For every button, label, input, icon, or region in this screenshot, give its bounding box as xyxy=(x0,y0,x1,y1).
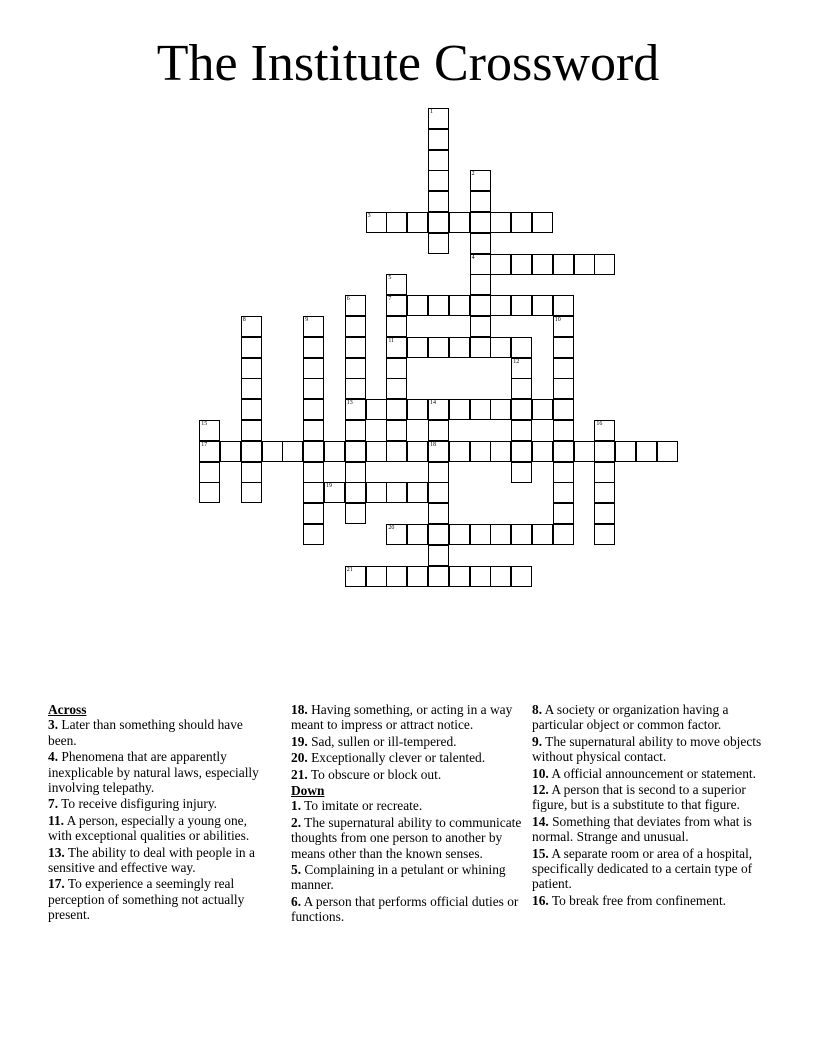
grid-cell[interactable] xyxy=(220,441,241,462)
grid-cell[interactable] xyxy=(490,295,511,316)
clue-number: 5. xyxy=(291,862,302,878)
grid-cell[interactable] xyxy=(470,212,491,233)
grid-cell[interactable] xyxy=(470,316,491,337)
clue-text: Exceptionally clever or talented. xyxy=(307,750,486,766)
grid-cell[interactable] xyxy=(345,378,366,399)
clue-number-label: 17 xyxy=(201,441,208,448)
clue-number-label: 11 xyxy=(388,337,395,344)
clue-number-label: 16 xyxy=(596,421,603,427)
grid-cell[interactable] xyxy=(199,462,220,483)
grid-cell[interactable] xyxy=(553,358,574,379)
clue-number: 6. xyxy=(291,893,302,909)
clue-text: A person that is second to a superior figure, but is a substitute to that figure. xyxy=(532,782,746,813)
clue-number: 13. xyxy=(48,844,65,860)
grid-cell[interactable] xyxy=(282,441,303,462)
grid-cell[interactable] xyxy=(532,399,553,420)
grid-cell[interactable] xyxy=(303,524,324,545)
clues-column-2 xyxy=(291,702,527,926)
grid-cell[interactable] xyxy=(470,399,491,420)
grid-cell[interactable] xyxy=(490,441,511,462)
grid-cell[interactable] xyxy=(594,441,615,462)
grid-cell[interactable] xyxy=(490,337,511,358)
clues-column-3 xyxy=(532,702,764,909)
grid-cell[interactable] xyxy=(241,378,262,399)
grid-cell[interactable] xyxy=(449,337,470,358)
grid-cell[interactable] xyxy=(303,399,324,420)
grid-cell[interactable] xyxy=(241,441,262,462)
clue-text: To experience a seemingly real perception of something not actually present. xyxy=(48,876,245,923)
grid-cell[interactable] xyxy=(386,337,407,358)
clue-item xyxy=(532,893,764,908)
down-clue-list-part-2 xyxy=(532,702,764,908)
clue-item xyxy=(48,717,272,748)
grid-cell[interactable] xyxy=(428,524,449,545)
grid-cell[interactable] xyxy=(449,441,470,462)
clue-item xyxy=(291,894,527,925)
grid-cell[interactable] xyxy=(241,482,262,503)
clue-text: The supernatural ability to communicate thoughts from one person to another by means other than the known senses. xyxy=(291,814,522,861)
grid-cell[interactable] xyxy=(470,295,491,316)
grid-cell[interactable] xyxy=(657,441,678,462)
grid-cell[interactable] xyxy=(345,399,366,420)
grid-cell[interactable] xyxy=(532,524,553,545)
clue-number: 4. xyxy=(48,749,59,765)
clue-text: Sad, sullen or ill-tempered. xyxy=(307,733,457,749)
grid-cell[interactable] xyxy=(428,482,449,503)
grid-cell[interactable] xyxy=(511,378,532,399)
clue-number: 15. xyxy=(532,845,549,861)
grid-cell[interactable] xyxy=(428,503,449,524)
grid-cell[interactable] xyxy=(386,378,407,399)
grid-cell[interactable] xyxy=(511,212,532,233)
grid-cell[interactable] xyxy=(366,566,387,587)
grid-cell[interactable] xyxy=(553,399,574,420)
grid-cell[interactable] xyxy=(386,399,407,420)
grid-cell[interactable] xyxy=(490,254,511,275)
clue-item xyxy=(532,702,764,733)
grid-cell[interactable] xyxy=(386,441,407,462)
grid-cell[interactable] xyxy=(594,420,615,441)
clue-number: 10. xyxy=(532,765,549,781)
grid-cell[interactable] xyxy=(428,212,449,233)
down-heading: Down xyxy=(291,783,325,799)
grid-cell[interactable] xyxy=(303,482,324,503)
grid-cell[interactable] xyxy=(428,170,449,191)
clue-item xyxy=(532,734,764,765)
clue-item xyxy=(48,813,272,844)
grid-cell[interactable] xyxy=(386,212,407,233)
grid-cell[interactable] xyxy=(470,274,491,295)
clue-number: 8. xyxy=(532,702,543,717)
grid-cell[interactable] xyxy=(511,566,532,587)
clue-item xyxy=(48,749,272,795)
clue-text: Phenomena that are apparently inexplicable by natural laws, especially involving telepathy. xyxy=(48,749,259,796)
grid-cell[interactable] xyxy=(470,337,491,358)
grid-cell[interactable] xyxy=(241,420,262,441)
grid-cell[interactable] xyxy=(303,337,324,358)
grid-cell[interactable] xyxy=(449,295,470,316)
clue-text: Something that deviates from what is normal. Strange and unusual. xyxy=(532,813,752,845)
grid-cell[interactable] xyxy=(574,254,595,275)
clue-number-label: 4 xyxy=(471,254,475,261)
grid-cell[interactable] xyxy=(303,316,324,337)
grid-cell[interactable] xyxy=(407,524,428,545)
grid-cell[interactable] xyxy=(553,337,574,358)
grid-cell[interactable] xyxy=(511,399,532,420)
grid-cell[interactable] xyxy=(470,566,491,587)
grid-cell[interactable] xyxy=(428,129,449,150)
grid-cell[interactable] xyxy=(532,295,553,316)
clue-item xyxy=(291,734,527,749)
clue-item xyxy=(48,796,272,811)
grid-cell[interactable] xyxy=(594,254,615,275)
clue-item xyxy=(532,766,764,781)
clue-number: 12. xyxy=(532,782,549,798)
grid-cell[interactable] xyxy=(324,441,345,462)
clue-item xyxy=(532,782,764,813)
clue-number-label: 13 xyxy=(346,400,353,407)
grid-cell[interactable] xyxy=(553,254,574,275)
grid-cell[interactable] xyxy=(386,316,407,337)
grid-cell[interactable] xyxy=(449,212,470,233)
grid-cell[interactable] xyxy=(345,462,366,483)
grid-cell[interactable] xyxy=(303,441,324,462)
across-clue-list-part-1 xyxy=(48,717,272,922)
grid-cell[interactable] xyxy=(428,191,449,212)
grid-cell[interactable] xyxy=(470,170,491,191)
grid-cell[interactable] xyxy=(511,462,532,483)
clue-number-label: 15 xyxy=(201,421,208,427)
grid-cell[interactable] xyxy=(386,566,407,587)
clue-item xyxy=(532,814,764,845)
grid-cell[interactable] xyxy=(511,358,532,379)
grid-cell[interactable] xyxy=(345,420,366,441)
clue-text: A society or organization having a particular object or common factor. xyxy=(532,702,729,733)
grid-cell[interactable] xyxy=(407,441,428,462)
clue-item xyxy=(48,876,272,922)
grid-cell[interactable] xyxy=(470,441,491,462)
clue-number-label: 10 xyxy=(554,317,561,323)
grid-cell[interactable] xyxy=(386,295,407,316)
clue-number: 16. xyxy=(532,892,549,908)
clue-text: Complaining in a petulant or whining manner. xyxy=(291,862,506,893)
grid-cell[interactable] xyxy=(199,420,220,441)
grid-cell[interactable] xyxy=(345,337,366,358)
grid-cell[interactable] xyxy=(407,212,428,233)
grid-cell[interactable] xyxy=(428,337,449,358)
grid-cell[interactable] xyxy=(553,462,574,483)
grid-cell[interactable] xyxy=(366,441,387,462)
clue-item xyxy=(291,798,527,813)
grid-cell[interactable] xyxy=(428,462,449,483)
clue-text: To obscure or block out. xyxy=(307,766,442,782)
grid-cell[interactable] xyxy=(199,482,220,503)
clue-number: 20. xyxy=(291,750,308,766)
grid-cell[interactable] xyxy=(511,524,532,545)
grid-cell[interactable] xyxy=(345,316,366,337)
grid-cell[interactable] xyxy=(407,566,428,587)
grid-cell[interactable] xyxy=(407,482,428,503)
clue-item xyxy=(48,845,272,876)
clue-text: To imitate or recreate. xyxy=(301,798,423,814)
grid-cell[interactable] xyxy=(303,420,324,441)
grid-cell[interactable] xyxy=(490,399,511,420)
grid-cell[interactable] xyxy=(345,295,366,316)
clue-number-label: 18 xyxy=(430,441,436,448)
grid-cell[interactable] xyxy=(490,524,511,545)
clue-number-label: 20 xyxy=(388,525,395,531)
grid-cell[interactable] xyxy=(199,441,220,462)
clue-number: 14. xyxy=(532,813,549,829)
clue-number: 21. xyxy=(291,766,308,782)
grid-cell[interactable] xyxy=(386,274,407,295)
grid-cell[interactable] xyxy=(470,254,491,275)
grid-cell[interactable] xyxy=(553,482,574,503)
clue-number-label: 3 xyxy=(367,213,371,219)
grid-cell[interactable] xyxy=(345,503,366,524)
clue-text: A person that performs official duties or functions. xyxy=(291,893,519,925)
clue-item xyxy=(291,767,527,782)
clue-number-label: 21 xyxy=(346,566,353,573)
grid-cell[interactable] xyxy=(594,503,615,524)
grid-cell[interactable] xyxy=(303,462,324,483)
clue-number-label: 8 xyxy=(242,317,246,323)
grid-cell[interactable] xyxy=(532,441,553,462)
grid-cell[interactable] xyxy=(366,212,387,233)
grid-cell[interactable] xyxy=(386,358,407,379)
grid-cell[interactable] xyxy=(470,233,491,254)
grid-cell[interactable] xyxy=(407,399,428,420)
grid-cell[interactable] xyxy=(428,108,449,129)
grid-cell[interactable] xyxy=(428,150,449,171)
grid-cell[interactable] xyxy=(345,358,366,379)
clue-number-label: 9 xyxy=(305,317,309,323)
clue-text: To receive disfiguring injury. xyxy=(58,796,218,812)
clue-number: 7. xyxy=(48,796,59,812)
grid-cell[interactable] xyxy=(594,462,615,483)
grid-cell[interactable] xyxy=(553,441,574,462)
page-title: The Institute Crossword xyxy=(156,35,660,92)
grid-cell[interactable] xyxy=(553,524,574,545)
grid-cell[interactable] xyxy=(511,441,532,462)
clue-item xyxy=(291,862,527,893)
clue-item xyxy=(291,702,527,733)
grid-cell[interactable] xyxy=(511,337,532,358)
clue-number-label: 6 xyxy=(346,296,350,303)
grid-cell[interactable] xyxy=(553,420,574,441)
grid-cell[interactable] xyxy=(407,337,428,358)
clue-text: A person, especially a young one, with exceptional qualities or abilities. xyxy=(48,812,250,844)
grid-cell[interactable] xyxy=(428,441,449,462)
grid-cell[interactable] xyxy=(553,316,574,337)
grid-cell[interactable] xyxy=(532,254,553,275)
grid-cell[interactable] xyxy=(366,482,387,503)
grid-cell[interactable] xyxy=(594,524,615,545)
clue-number: 9. xyxy=(532,733,543,749)
grid-cell[interactable] xyxy=(553,295,574,316)
grid-cell[interactable] xyxy=(511,420,532,441)
grid-cell[interactable] xyxy=(428,295,449,316)
grid-cell[interactable] xyxy=(345,482,366,503)
grid-cell[interactable] xyxy=(470,191,491,212)
grid-cell[interactable] xyxy=(532,212,553,233)
grid-cell[interactable] xyxy=(636,441,657,462)
clue-text: The supernatural ability to move objects without physical contact. xyxy=(532,733,762,765)
grid-cell[interactable] xyxy=(428,420,449,441)
grid-cell[interactable] xyxy=(511,254,532,275)
clue-text: A separate room or area of a hospital, specifically dedicated to a certain type of patient. xyxy=(532,845,753,892)
grid-cell[interactable] xyxy=(241,399,262,420)
grid-cell[interactable] xyxy=(386,482,407,503)
grid-cell[interactable] xyxy=(241,462,262,483)
grid-cell[interactable] xyxy=(407,295,428,316)
grid-cell[interactable] xyxy=(386,420,407,441)
grid-cell[interactable] xyxy=(303,358,324,379)
grid-cell[interactable] xyxy=(241,316,262,337)
across-clue-list-part-2 xyxy=(291,702,527,782)
clue-text: Later than something should have been. xyxy=(48,717,243,748)
grid-cell[interactable] xyxy=(303,378,324,399)
grid-cell[interactable] xyxy=(366,399,387,420)
grid-cell[interactable] xyxy=(324,482,345,503)
clue-number: 18. xyxy=(291,702,308,717)
clue-item xyxy=(291,815,527,861)
clue-number: 17. xyxy=(48,876,65,892)
grid-cell[interactable] xyxy=(574,441,595,462)
clue-number: 2. xyxy=(291,814,302,830)
clue-item xyxy=(291,750,527,765)
grid-cell[interactable] xyxy=(262,441,283,462)
across-heading: Across xyxy=(48,702,87,717)
grid-cell[interactable] xyxy=(511,295,532,316)
grid-cell[interactable] xyxy=(490,566,511,587)
grid-cell[interactable] xyxy=(594,482,615,503)
grid-cell[interactable] xyxy=(470,524,491,545)
grid-cell[interactable] xyxy=(490,212,511,233)
grid-cell[interactable] xyxy=(553,503,574,524)
clue-number: 19. xyxy=(291,733,308,749)
clue-item xyxy=(532,846,764,892)
clue-number-label: 19 xyxy=(326,483,332,490)
grid-cell[interactable] xyxy=(241,337,262,358)
clue-text: The ability to deal with people in a sensitive and effective way. xyxy=(48,844,255,876)
grid-cell[interactable] xyxy=(241,358,262,379)
down-clue-list-part-1 xyxy=(291,798,527,924)
clue-number-label: 2 xyxy=(471,171,475,178)
grid-cell[interactable] xyxy=(303,503,324,524)
grid-cell[interactable] xyxy=(449,524,470,545)
grid-cell[interactable] xyxy=(553,378,574,399)
clue-number-label: 5 xyxy=(388,275,392,282)
grid-cell[interactable] xyxy=(345,566,366,587)
grid-cell[interactable] xyxy=(615,441,636,462)
clue-number-label: 12 xyxy=(513,358,520,365)
grid-cell[interactable] xyxy=(386,524,407,545)
clue-text: A official announcement or statement. xyxy=(548,765,756,781)
clue-number: 11. xyxy=(48,812,64,828)
clue-number: 3. xyxy=(48,717,59,733)
clue-number: 1. xyxy=(291,798,302,814)
clues-column-1 xyxy=(48,702,272,924)
grid-cell[interactable] xyxy=(345,441,366,462)
clue-text: Having something, or acting in a way meant to impress or attract notice. xyxy=(291,702,513,733)
grid-cell[interactable] xyxy=(428,566,449,587)
clue-number-label: 14 xyxy=(430,400,436,407)
grid-cell[interactable] xyxy=(449,399,470,420)
grid-cell[interactable] xyxy=(428,545,449,566)
clue-number-label: 1 xyxy=(430,109,433,115)
grid-cell[interactable] xyxy=(428,399,449,420)
grid-cell[interactable] xyxy=(449,566,470,587)
clue-text: To break free from confinement. xyxy=(548,892,727,908)
grid-cell[interactable] xyxy=(428,233,449,254)
clue-number-label: 7 xyxy=(388,296,392,303)
